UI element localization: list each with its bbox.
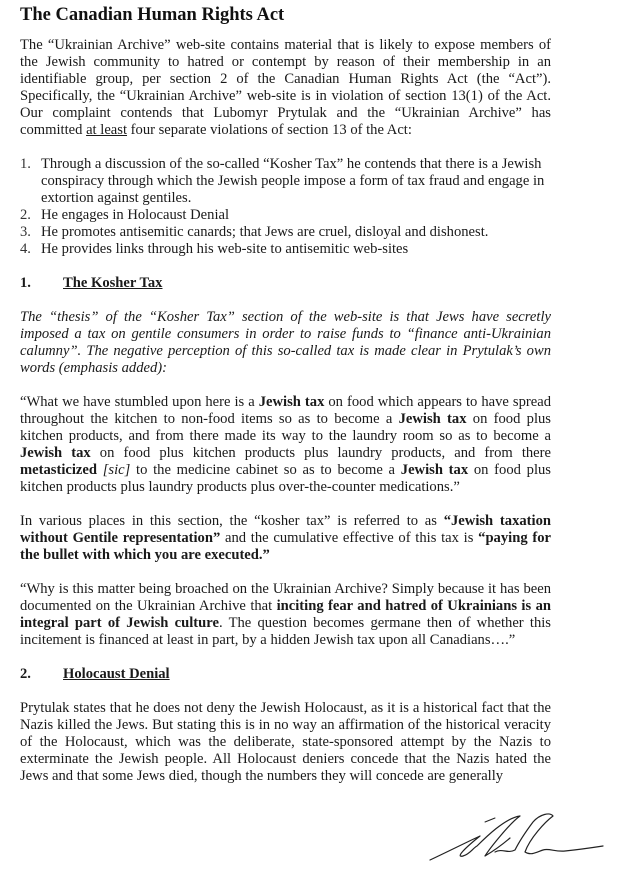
thesis-paragraph: The “thesis” of the “Kosher Tax” section of the web-site is that Jews have secretly imposed a tax on gentile consumers in order to raise funds to “finance anti-Ukrainian calumny”. The negative perception of this so-called tax is made clear in Prytulak’s own words (emphasis added): xyxy=(20,309,551,376)
quote-bold-text: metasticized xyxy=(20,462,97,478)
quote-bold-text: Jewish tax xyxy=(400,462,469,478)
quote-text: “Why is this matter being broached on the Ukrainian Archive? Simply because it has been documented on the Ukrainian Archive that xyxy=(20,581,551,614)
list-item xyxy=(20,156,551,207)
list-item-number: 1. xyxy=(20,156,31,172)
section-heading-holocaust-denial xyxy=(20,666,551,683)
quote-text: to the medicine cabinet so as to become a xyxy=(130,462,401,478)
quote-paragraph-1 xyxy=(20,394,551,496)
section-title: Holocaust Denial xyxy=(63,666,170,682)
list-item-number: 3. xyxy=(20,224,31,240)
list-item-text: He engages in Holocaust Denial xyxy=(41,207,230,223)
body-text: In various places in this section, the “kosher tax” is referred to as xyxy=(20,513,444,529)
section-number: 2. xyxy=(20,666,31,682)
bold-text: “paying for the bullet with which you are executed.” xyxy=(20,530,551,563)
list-item-text: He promotes antisemitic canards; that Jews are cruel, disloyal and dishonest. xyxy=(41,224,489,240)
violations-list xyxy=(20,156,551,258)
intro-text: The “Ukrainian Archive” web-site contains material that is likely to expose members of the Jewish community to hatred or contempt by reason of their membership in an identifiable group, per section 2 of the Canadian Human Rights Act (the “Act”). Specifically, the “Ukrainian Archive” web-site is in violation of section 13(1) of the Act. Our complaint contends that Lubomyr Prytulak and the “Ukrainian Archive” has committed xyxy=(20,37,551,138)
sic-annotation: [sic] xyxy=(97,462,131,478)
list-item-number: 4. xyxy=(20,241,31,257)
quote-paragraph-2 xyxy=(20,581,551,649)
intro-paragraph xyxy=(20,37,551,139)
quote-bold-text: inciting fear and hatred of Ukrainians is an integral part of Jewish culture xyxy=(20,598,551,631)
body-text: and the cumulative effective of this tax is xyxy=(220,530,479,546)
signature-icon xyxy=(425,808,605,868)
list-item xyxy=(20,207,551,224)
quote-text: on food plus kitchen products plus laundry products plus over-the-counter medications.” xyxy=(20,462,551,495)
quote-bold-text: Jewish tax xyxy=(258,394,325,410)
list-item-number: 2. xyxy=(20,207,31,223)
quote-text: on food which appears to have spread throughout the kitchen to non-food items so as to become a xyxy=(20,394,551,427)
quote-bold-text: Jewish tax xyxy=(20,445,91,461)
list-item-text: He provides links through his web-site to antisemitic web-sites xyxy=(41,241,409,257)
quote-bold-text: Jewish tax xyxy=(398,411,467,427)
various-places-paragraph xyxy=(20,513,551,564)
bold-text: “Jewish taxation without Gentile representation” xyxy=(20,513,551,546)
quote-text: “What we have stumbled upon here is a xyxy=(20,394,259,410)
intro-text-end: four separate violations of section 13 of the Act: xyxy=(127,122,412,138)
quote-text: . The question becomes germane then of whether this incitement is financed at least in part, by a hidden Jewish tax upon all Canadians….” xyxy=(20,615,551,648)
section-number: 1. xyxy=(20,275,31,291)
document-title: The Canadian Human Rights Act xyxy=(20,5,285,25)
document-page xyxy=(20,4,551,785)
holocaust-denial-paragraph: Prytulak states that he does not deny the Jewish Holocaust, as it is a historical fact that the Nazis killed the Jews. But stating this is in no way an affirmation of the historical veracity of the Holocaust, which was the deliberate, state-sponsored attempt by the Nazis to exterminate the Jewish people. All Holocaust deniers concede that the Nazis hated the Jews and that some Jews died, though the numbers they will concede are generally xyxy=(20,700,551,784)
quote-text: on food plus kitchen products, and from there made its way to the laundry room so as to become a xyxy=(20,411,551,444)
list-item xyxy=(20,224,551,241)
section-title: The Kosher Tax xyxy=(63,275,163,291)
intro-underlined-text: at least xyxy=(86,122,128,138)
quote-text: on food plus kitchen products plus laundry products, and from there xyxy=(90,445,551,461)
section-heading-kosher-tax xyxy=(20,275,551,292)
list-item xyxy=(20,241,551,258)
list-item-text: Through a discussion of the so-called “Kosher Tax” he contends that there is a Jewish conspiracy through which the Jewish people impose a form of tax fraud and engage in extortion against gentiles. xyxy=(41,156,545,206)
